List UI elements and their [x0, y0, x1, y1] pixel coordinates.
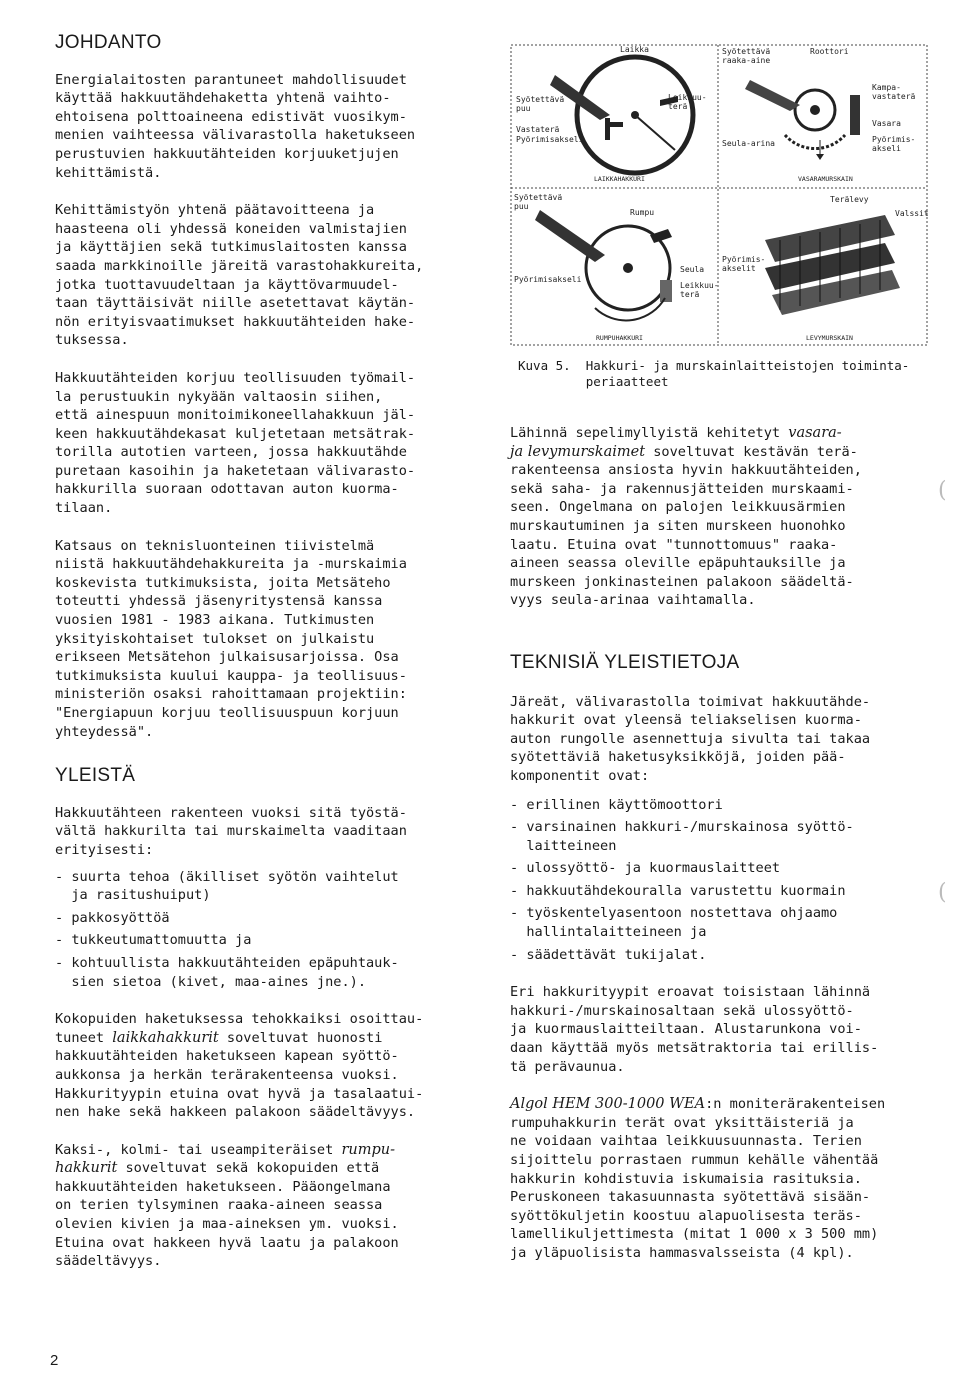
- label-pyorimisakseli: Pyörimisakseli: [516, 135, 584, 144]
- label-leikkuutera: Leikkuu-terä: [668, 93, 707, 111]
- tech-paragraph-3: [510, 1095, 940, 1262]
- term-laikkahakkurit: laikkahakkurit: [112, 1029, 219, 1046]
- panel-title-laikkahakkuri: LAIKKAHAKKURI: [594, 175, 645, 183]
- text-segment: Kokopuiden haketuksessa tehokkaiksi osoittau- tuneet: [55, 1011, 424, 1046]
- tech-paragraph-2: Eri hakkurityypit eroavat toisistaan lähinnä hakkuri-/murskainosaltaan sekä ulossyöttö- ja kuormauslaitteiltaan. Alustarunkona voi- daan käyttää myös metsätraktoria tai erillis- tä perävaunua.: [510, 984, 879, 1075]
- page-number: 2: [50, 1352, 59, 1369]
- right-column: [510, 424, 940, 1263]
- requirements-list: [55, 868, 495, 992]
- tech-paragraph-1: Järeät, välivarastolla toimivat hakkuutähde- hakkurit ovat yleensä teliakselisen kuorma- auton rungolle asennettuja sivulta tai takaa syötettäviä haketusyksikköjä, joiden pää- komponentit ovat:: [510, 693, 871, 784]
- intro-paragraph-3: Hakkuutähteiden korjuu teollisuuden työmail- la perustuukin nykyään valtaosin siihen, että ainespuun monitoimikoneellahakkuun jäl- keen hakkuutähdekasat kuljetetaan metsätrak- torilla autotien varteen, jossa hakkuutähde puretaan kasoihin ja haketetaan välivarasto- hakkurilla suoraan odottavan auton kuorma- tilaan.: [55, 369, 416, 517]
- label-leikkuutera-rumpu: Leikkuu-terä: [680, 281, 719, 299]
- label-vastatera: Vastaterä: [516, 125, 560, 134]
- list-item: - ulossyöttö- ja kuormauslaitteet: [510, 860, 781, 877]
- panel-vasaramurskain: [722, 47, 916, 183]
- list-item: - suurta tehoa (äkilliset syötön vaihtelut ja rasitushuiput): [55, 868, 399, 904]
- list-item: - erillinen käyttömoottori: [510, 796, 723, 813]
- panel-levymurskain: [722, 195, 928, 342]
- panel-rumpuhakkuri: [514, 193, 719, 342]
- text-segment: :n moniterärakenteisen rumpuhakkurin terät ovat yksittäisteriä ja ne voidaan vaihtaa leikkuusuunnasta. Terien sijoittelu porrastaen rummun kehälle vähentää hakkurin kohdistuvia iskumaisia rasituksia. Peruskoneen takasuunnasta syötettävä sisään- syöttökuljetin koostuu alapuolisesta teräs- lamellikuljettimesta (mitat 1 000 x 3 500 mm) ja yläpuolisista hammasvalsseista (4 kpl).: [510, 1096, 886, 1261]
- label-teralevy: Terälevy: [830, 195, 869, 204]
- list-item: - työskentelyasentoon nostettava ohjaamo hallintalaitteineen ja: [510, 905, 838, 941]
- label-syotettava-puu-rumpu: Syötettävä puu: [514, 193, 563, 211]
- figure-hakkuri-murskain: [510, 40, 928, 350]
- label-rumpu: Rumpu: [630, 208, 655, 217]
- intro-paragraph-2: Kehittämistyön yhtenä päätavoitteena ja haasteena oli yhdessä koneiden valmistajien ja käyttäjien sekä tutkimuslaitosten kanssa saada markkinoille järeitä varastohakkureita, jotka tuottavuudeltaan ja käyttövarmuudel- taan täyttäisivät niille asetettavat käytän- nön erityisvaatimukset hakkuutähteiden hake- tuksessa.: [55, 202, 424, 349]
- term-algol-hem: Algol HEM 300-1000 WEA: [510, 1096, 706, 1113]
- text-segment: Lähinnä sepelimyllyistä kehitetyt: [510, 425, 789, 441]
- list-item: - säädettävät tukijalat.: [510, 946, 707, 963]
- label-pyorimisakseli-rumpu: Pyörimisakseli: [514, 275, 582, 284]
- list-item: - tukkeutumattomuutta ja: [55, 932, 252, 949]
- list-item: - varsinainen hakkuri-/murskainosa syöttö- laitteineen: [510, 819, 854, 854]
- label-seula-arina: Seula-arina: [722, 139, 775, 148]
- label-seula: Seula: [680, 265, 705, 274]
- list-item: - pakkosyöttöä: [55, 909, 170, 926]
- figure-caption: Kuva 5. Hakkuri- ja murskainlaitteistojen toiminta- periaatteet: [518, 358, 910, 389]
- text-segment: Kaksi-, kolmi- tai useampiteräiset: [55, 1141, 342, 1158]
- right-paragraph-1: [510, 424, 940, 610]
- scan-artifact: (: [938, 478, 947, 503]
- list-item: - kohtuullista hakkuutähteiden epäpuhtauk- sien sietoa (kivet, maa-aines jne.).: [55, 954, 399, 990]
- general-paragraph-1: Hakkuutähteen rakenteen vuoksi sitä työstä- vältä hakkurilta tai murskaimelta vaaditaan erityisesti:: [55, 804, 407, 858]
- panel-laikkahakkuri: [516, 45, 707, 183]
- panel-title-rumpuhakkuri: RUMPUHAKKURI: [596, 334, 643, 342]
- label-syotettava-puu: Syötettävä puu: [516, 95, 565, 113]
- general-heading: YLEISTÄ: [55, 765, 136, 787]
- panel-title-levymurskain: LEVYMURSKAIN: [806, 334, 853, 342]
- label-roottori: Roottori: [810, 47, 849, 56]
- label-valssit: Valssit: [895, 209, 928, 218]
- text-segment: soveltuvat sekä kokopuiden että hakkuutähteiden haketukseen. Pääongelmana on terien tylsyminen raaka-aineen seassa olevien kivien ja maa-aineksen ym. vuoksi. Etuina ovat hakkeen hyvä laatu ja palakoon säädeltävyys.: [55, 1160, 399, 1270]
- intro-heading: JOHDANTO: [55, 32, 162, 53]
- general-paragraph-2: [55, 1010, 495, 1122]
- label-kampavastatera: Kampa-vastaterä: [872, 83, 916, 101]
- scan-artifact: (: [938, 880, 947, 905]
- text-segment: soveltuvat kestävän terä- rakenteensa ansiosta hyvin hakkuutähteiden, sekä saha- ja rakennusjätteiden murskaami- seen. Ongelmana on palojen leikkuusärmien murskautuminen ja siten murskeen huonohko laatu. Etuina ovat "tunnottomuus" raaka- aineen seassa oleville epäpuhtauksille ja murskeen jonkinasteinen palakoon säädeltä- vyys seula-arinaa vaihtamalla.: [510, 443, 862, 609]
- label-laikka: Laikka: [620, 45, 649, 54]
- label-vasara: Vasara: [872, 119, 901, 128]
- label-pyorimisakselit: Pyörimis-akselit: [722, 255, 766, 273]
- tech-heading: TEKNISIÄ YLEISTIETOJA: [510, 651, 740, 673]
- diagram-panels: [510, 40, 928, 350]
- intro-paragraph-4: Katsaus on teknisluonteinen tiivistelmä niistä hakkuutähdehakkureita ja -murskaimia koskevista tutkimuksista, joita Metsäteho toteutti yhdessä jäsenyritystensä kanssa vuosien 1981 - 1983 aikana. Tutkimusten yksityiskohtaiset tulokset on julkaistu erikseen Metsätehon julkaisusarjoissa. Osa tutkimuksista kuului kauppa- ja teollisuus- ministeriön osaksi rahoittamaan projektiin: "Energiapuun korjuu teollisuuspuun korjuun yhteydessä".: [55, 537, 407, 740]
- components-list: [510, 796, 940, 965]
- left-column: [55, 34, 495, 1271]
- label-syotettava-raaka-aine: Syötettävä raaka-aine: [722, 47, 771, 65]
- term-vasara-levymurskaimet: vasara- ja levymurskaimet: [510, 425, 842, 460]
- panel-title-vasaramurskain: VASARAMURSKAIN: [798, 175, 853, 183]
- list-item: - hakkuutähdekouralla varustettu kuormain: [510, 882, 846, 899]
- intro-paragraph-1: Energialaitosten parantuneet mahdollisuudet käyttää hakkuutähdehaketta yhtenä vaihto- ehtoisena polttoaineena edistivät vuosikym- menien vaihteessa välivarastolla haketukseen perustuvien hakkuutähteiden korjuuketjujen kehittämistä.: [55, 71, 416, 181]
- text-segment: soveltuvat huonosti hakkuutähteiden haketukseen kapean syöttö- aukkonsa ja herkän terärakenteensa vuoksi. Hakkurityypin etuina ovat hyvä ja tasalaatui- nen hake sekä hakkeen palakoon säädeltävyys.: [55, 1029, 424, 1121]
- label-pyorimisakseli-vasara: Pyörimis-akseli: [872, 135, 916, 153]
- term-rumpuhakkurit: rumpu- hakkurit: [55, 1141, 395, 1177]
- general-paragraph-3: [55, 1141, 495, 1271]
